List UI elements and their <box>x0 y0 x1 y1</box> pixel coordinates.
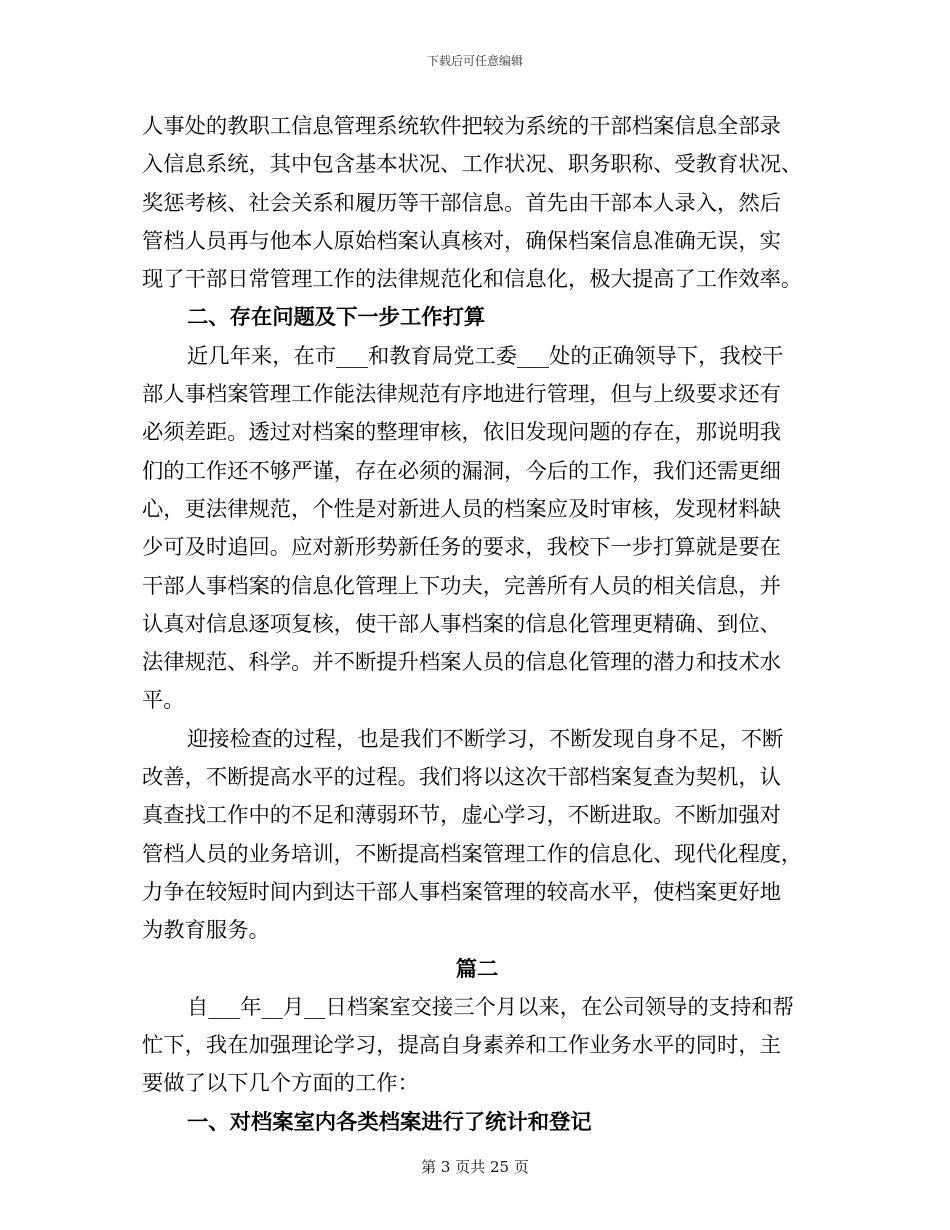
text-line: 要做了以下几个方面的工作： <box>142 1071 419 1097</box>
text-line: 认真对信息逐项复核，使干部人事档案的信息化管理更精确、到位、 <box>142 611 781 637</box>
text-line: 管档人员再与他本人原始档案认真核对，确保档案信息准确无误，实 <box>142 228 781 254</box>
text-line: 忙下，我在加强理论学习，提高自身素养和工作业务水平的同时，主 <box>142 1033 781 1059</box>
text-line: 真查找工作中的不足和薄弱环节，虚心学习，不断进取。不断加强对 <box>142 803 781 829</box>
text-line: 改善，不断提高水平的过程。我们将以这次干部档案复查为契机，认 <box>142 765 781 791</box>
paragraph-2 <box>142 338 812 721</box>
text-line: 自___年__月__日档案室交接三个月以来，在公司领导的支持和帮 <box>187 994 794 1020</box>
text-line: 近几年来，在市___和教育局党工委___处的正确领导下，我校干 <box>187 343 784 369</box>
text-line: 法律规范、科学。并不断提升档案人员的信息化管理的潜力和技术水 <box>142 650 781 676</box>
text-line: 奖惩考核、社会关系和履历等干部信息。首先由干部本人录入，然后 <box>142 190 781 216</box>
section-2-heading-block <box>142 299 812 337</box>
text-line: 迎接检查的过程，也是我们不断学习，不断发现自身不足，不断 <box>187 726 784 752</box>
section-1-heading-block <box>142 1104 812 1142</box>
text-line: 人事处的教职工信息管理系统软件把较为系统的干部档案信息全部录 <box>142 114 781 139</box>
document-body <box>142 108 812 1142</box>
page-number-footer: 第 3 页共 25 页 <box>421 1158 529 1176</box>
text-line: 们的工作还不够严谨，存在必须的漏洞，今后的工作，我们还需更细 <box>142 458 781 484</box>
section-2-title: 二、存在问题及下一步工作打算 <box>187 305 486 331</box>
text-line: 平。 <box>142 688 185 714</box>
text-line: 部人事档案管理工作能法律规范有序地进行管理，但与上级要求还有 <box>142 382 781 408</box>
page-header-note: 下载后可任意编辑 <box>426 54 523 68</box>
text-line: 力争在较短时间内到达干部人事档案管理的较高水平，使档案更好地 <box>142 879 781 905</box>
text-line: 干部人事档案的信息化管理上下功夫，完善所有人员的相关信息，并 <box>142 573 781 599</box>
section-1-title: 一、对档案室内各类档案进行了统计和登记 <box>187 1109 592 1135</box>
text-line: 管档人员的业务培训，不断提高档案管理工作的信息化、现代化程度， <box>142 841 803 867</box>
part-heading-block <box>142 951 812 989</box>
text-line: 入信息系统，其中包含基本状况、工作状况、职务职称、受教育状况、 <box>142 152 803 178</box>
text-line: 少可及时追回。应对新形势新任务的要求，我校下一步打算就是要在 <box>142 535 781 561</box>
paragraph-4 <box>142 989 812 1104</box>
text-line: 现了干部日常管理工作的法律规范化和信息化，极大提高了工作效率。 <box>142 267 803 293</box>
part-title: 篇二 <box>455 956 499 982</box>
text-line: 必须差距。透过对档案的整理审核，依旧发现问题的存在，那说明我 <box>142 420 781 446</box>
text-line: 为教育服务。 <box>142 918 270 944</box>
paragraph-3 <box>142 721 812 951</box>
paragraph-1 <box>142 108 812 299</box>
text-line: 心，更法律规范，个性是对新进人员的档案应及时审核，发现材料缺 <box>142 496 781 522</box>
